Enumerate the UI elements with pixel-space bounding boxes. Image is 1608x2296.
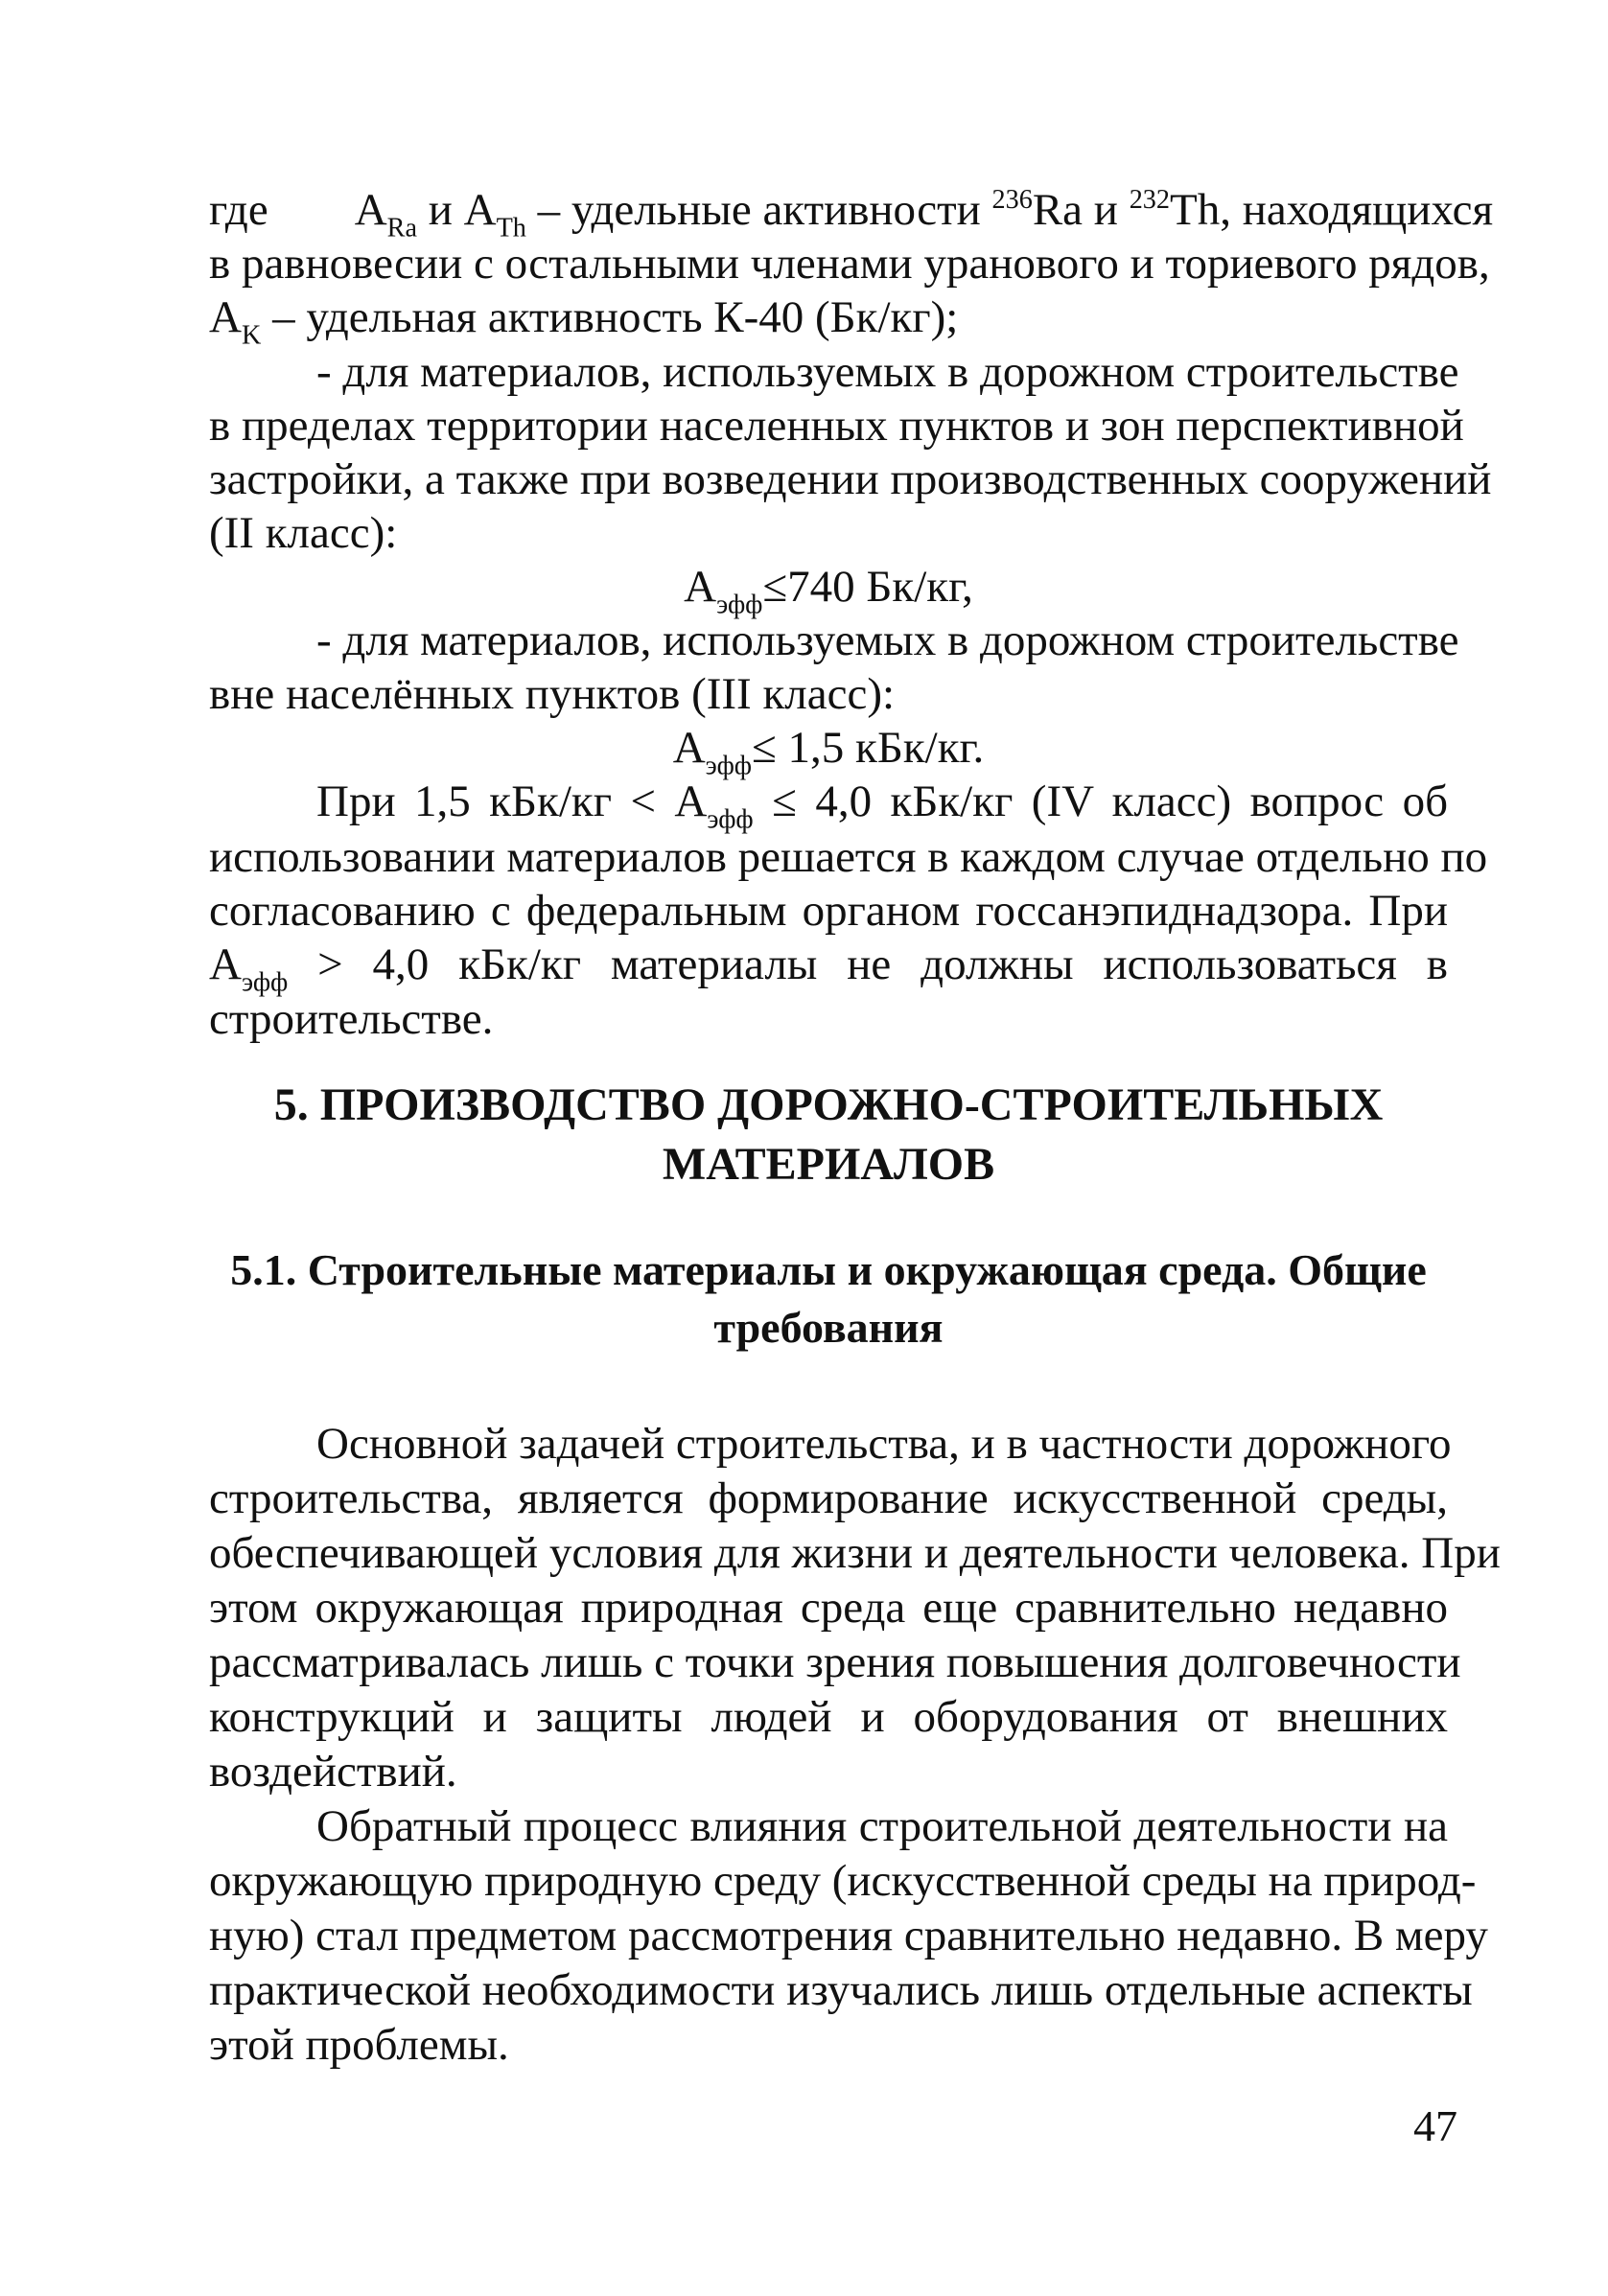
paragraph-line: Основной задачей строительства, и в частности дорожного — [316, 1419, 1452, 1469]
paragraph-line: практической необходимости изучались лишь отдельные аспекты — [209, 1965, 1473, 2015]
text-pre: При 1,5 кБк/кг < A — [316, 777, 708, 826]
superscript-232: 232 — [1129, 185, 1170, 216]
subscript-eff: эфф — [707, 804, 754, 835]
symbol-a: A — [672, 723, 706, 773]
symbol-a: A — [209, 939, 242, 989]
paragraph-line: ную) стал предметом рассмотрения сравнительно недавно. В меру — [209, 1911, 1488, 1960]
text-line: застройки, а также при возведении производственных сооружений — [209, 454, 1492, 504]
paragraph-line: окружающую природную среду (искусственной среды на природ- — [209, 1856, 1477, 1906]
subscript-ra: Ra — [386, 213, 417, 244]
paragraph-line: Обратный процесс влияния строительной деятельности на — [316, 1801, 1448, 1851]
formula-limit-line — [209, 938, 1448, 998]
paragraph-line: этой проблемы. — [209, 2020, 509, 2070]
text-th: Th, находящихся — [1169, 185, 1494, 235]
symbol-a: A — [684, 562, 717, 612]
text-where: где — [209, 185, 268, 235]
subsection-heading-line: требования — [713, 1303, 944, 1352]
paragraph-line: рассматривалась лишь с точки зрения повышения долговечности — [209, 1637, 1461, 1687]
text-line: использовании материалов решается в каждом случае отдельно по — [209, 832, 1488, 882]
subscript-th: Th — [496, 213, 526, 244]
list-item: - для материалов, используемых в дорожном строительстве — [316, 615, 1459, 665]
symbol-a: A — [463, 185, 497, 235]
subscript-eff: эфф — [716, 590, 763, 620]
text-line: (II класс): — [209, 508, 398, 558]
list-item: - для материалов, используемых в дорожном строительстве — [316, 347, 1459, 397]
subscript-eff: эфф — [241, 967, 289, 998]
text-rest: ≤ 4,0 кБк/кг (IV класс) вопрос об — [753, 777, 1448, 826]
formula-class-iv-line — [316, 775, 1448, 835]
text-line: согласованию с федеральным органом госсанэпиднадзора. При — [209, 886, 1448, 936]
text-k40: – удельная активность К-40 (Бк/кг); — [261, 292, 959, 342]
formula-value: ≤ 1,5 кБк/кг. — [751, 723, 985, 773]
formula-class-iii — [209, 721, 1448, 781]
page-number: 47 — [1413, 2101, 1457, 2150]
text-line: в равновесии с остальными членами уранового и ториевого рядов, — [209, 239, 1490, 289]
section-heading — [209, 1076, 1448, 1194]
formula-k-line — [209, 290, 1448, 351]
formula-definition-line — [209, 183, 1494, 244]
paragraph-line: воздействий. — [209, 1747, 457, 1797]
text-line: в пределах территории населенных пунктов и зон перспективной — [209, 401, 1464, 451]
superscript-236: 236 — [991, 185, 1033, 216]
symbol-a: A — [209, 292, 242, 342]
text-activities: – удельные активности — [525, 185, 992, 235]
text-line: вне населённых пунктов (III класс): — [209, 669, 896, 719]
text-rest: > 4,0 кБк/кг материалы не должны использоваться в — [288, 939, 1448, 989]
paragraph-line: конструкций и защиты людей и оборудования от внешних — [209, 1692, 1448, 1742]
symbol-a: A — [354, 185, 387, 235]
text-line: строительстве. — [209, 994, 494, 1044]
subsection-heading — [209, 1241, 1448, 1357]
text-ra: Ra и — [1032, 185, 1130, 235]
subscript-k: K — [241, 320, 262, 351]
paragraph-line: обеспечивающей условия для жизни и деятельности человека. При — [209, 1528, 1501, 1578]
formula-value: ≤740 Бк/кг, — [762, 562, 973, 612]
text-and: и — [416, 185, 464, 235]
paragraph-line: строительства, является формирование искусственной среды, — [209, 1473, 1448, 1523]
subsection-heading-line: 5.1. Строительные материалы и окружающая среда. Общие — [230, 1245, 1427, 1294]
paragraph-line: этом окружающая природная среда еще сравнительно недавно — [209, 1583, 1448, 1633]
section-heading-line: 5. ПРОИЗВОДСТВО ДОРОЖНО-СТРОИТЕЛЬНЫХ — [273, 1079, 1384, 1130]
subscript-eff: эфф — [705, 751, 752, 781]
formula-class-ii — [209, 560, 1448, 620]
section-heading-line: МАТЕРИАЛОВ — [662, 1139, 995, 1190]
